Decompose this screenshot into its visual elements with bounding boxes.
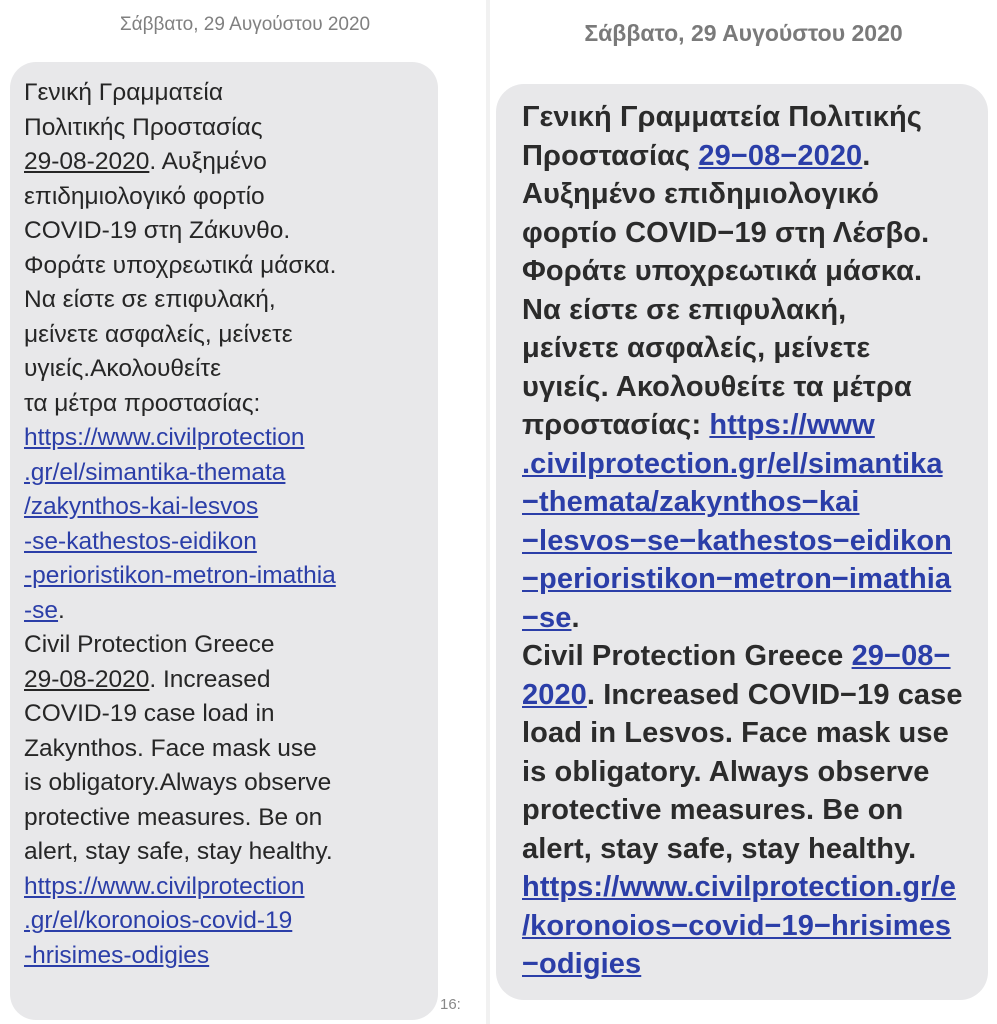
url-link-covid[interactable]: https://www.civilprotection .gr/el/koronoios-covid-19 -hrisimes-odigies	[24, 872, 305, 969]
msg-english-part: . Increased COVID-19 case load in Zakynthos. Face mask use is obligatory.Always observe protective measures. Be on alert, stay safe, stay healthy.	[24, 665, 333, 865]
msg-greek-part-1: Γενική Γραμματεία Πολιτικής Προστασίας	[24, 79, 263, 141]
msg-greek-part-3: . Civil Protection Greece	[522, 601, 844, 672]
date-link-english[interactable]: 29−08− 2020	[522, 640, 951, 711]
date-link-greek[interactable]: 29−08−2020	[698, 139, 863, 172]
url-link-simantika[interactable]: https://www.civilprotection .gr/el/simantika-themata /zakynthos-kai-lesvos -se-kathestos-eidikon -perioristikon-metron-imathia -se	[24, 424, 336, 624]
sms-text	[24, 76, 426, 973]
msg-greek-part-3: . Civil Protection Greece	[24, 596, 275, 658]
url-link-simantika[interactable]: https://www .civilprotection.gr/el/simantika −themata/zakynthos−kai −lesvos−se−kathestos−eidikon −perioristikon−metron−imathia −se	[522, 409, 952, 634]
left-screenshot	[0, 0, 490, 1024]
sms-bubble[interactable]	[496, 84, 988, 1000]
msg-greek-part-2: . Αυξημένο επιδημιολογικό φορτίο COVID-19 στη Ζάκυνθο. Φοράτε υποχρεωτικά μάσκα. Να είστε σε επιφυλακή, μείνετε ασφαλείς, μείνετε υγιείς.Ακολουθείτε τα μέτρα προστασίας:	[24, 148, 337, 417]
message-time: 16:	[440, 996, 461, 1013]
msg-greek-part-2: . Αυξημένο επιδημιολογικό φορτίο COVID−19 στη Λέσβο. Φοράτε υποχρεωτικά μάσκα. Να είστε σε επιφυλακή, μείνετε ασφαλείς, μείνετε υγιείς. Ακολουθείτε τα μέτρα προστασίας:	[522, 139, 930, 441]
msg-english-part: . Increased COVID−19 case load in Lesvos. Face mask use is obligatory. Always observe protective measures. Be on alert, stay safe, stay healthy.	[522, 678, 963, 865]
right-screenshot	[490, 0, 997, 1024]
sms-bubble[interactable]	[10, 62, 438, 1020]
date-header: Σάββατο, 29 Αυγούστου 2020	[584, 20, 903, 46]
date-header: Σάββατο, 29 Αυγούστου 2020	[119, 14, 371, 35]
date-link-english[interactable]: 29-08-2020	[24, 665, 150, 693]
msg-greek-part-1: Γενική Γραμματεία Πολιτικής Προστασίας	[522, 101, 922, 172]
date-link-greek[interactable]: 29-08-2020	[24, 148, 150, 175]
url-link-covid[interactable]: https://www.civilprotection.gr/e /koronoios−covid−19−hrisimes −odigies	[522, 871, 956, 980]
sms-text	[522, 98, 988, 984]
